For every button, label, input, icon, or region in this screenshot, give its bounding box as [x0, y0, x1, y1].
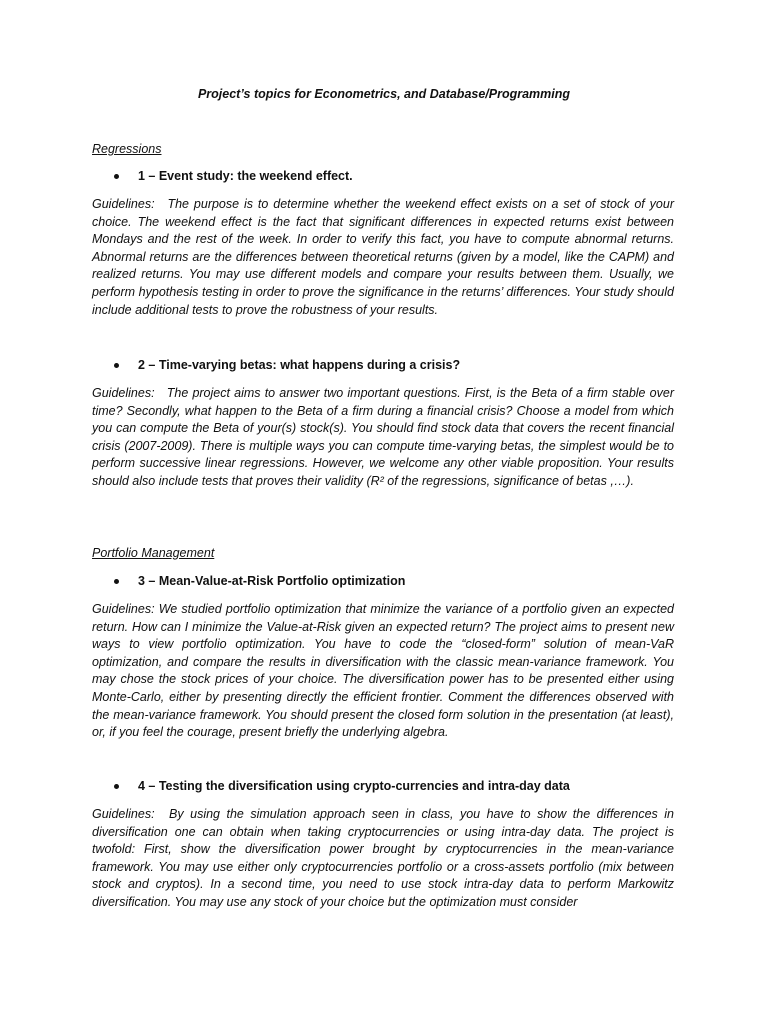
bullet-icon [114, 579, 119, 584]
section-heading-regressions: Regressions [92, 142, 162, 156]
topic-2-guidelines [92, 385, 674, 491]
topic-3-bullet [92, 573, 682, 591]
guidelines-label: Guidelines: [92, 197, 155, 211]
guidelines-text: The purpose is to determine whether the weekend effect exists on a set of stock of your choice. The weekend effect is the fact that significant differences in expected returns exist between Mondays and the rest of the week. In order to verify this fact, you have to compute abnormal returns. Abnormal returns are the differences between theoretical returns (given by a model, like the CAPM) and realized returns. You may use different models and compare your results between them. Usually, we perform hypothesis testing in order to prove the significance in the returns’ differences. Your study should include additional tests to prove the robustness of your results. [92, 197, 675, 317]
topic-1-guidelines [92, 196, 674, 319]
page-title: Project’s topics for Econometrics, and Database/Programming [197, 87, 571, 101]
topic-4-bullet [92, 778, 682, 796]
topic-3-title: 3 – Mean-Value-at-Risk Portfolio optimization [138, 574, 406, 588]
bullet-icon [114, 363, 119, 368]
topic-3-guidelines [92, 601, 674, 742]
topic-2-title: 2 – Time-varying betas: what happens during a crisis? [138, 358, 461, 372]
topic-4-title: 4 – Testing the diversification using crypto-currencies and intra-day data [138, 779, 570, 793]
guidelines-text: By using the simulation approach seen in class, you have to show the differences in diversification one can obtain when taking cryptocurrencies or using intra-day data. The project is twofold: First, show the diversification power brought by cryptocurrencies in the mean-variance framework. You may use either only cryptocurrencies portfolio or a cross-assets portfolio (mix between stock and cryptos). In a second time, you need to use stock intra-day data to perform Markowitz diversification. You may use any stock of your choice but the optimization must consider [92, 807, 674, 909]
topic-1-title: 1 – Event study: the weekend effect. [138, 169, 353, 183]
guidelines-label: Guidelines: [92, 602, 155, 616]
bullet-icon [114, 174, 119, 179]
guidelines-label: Guidelines: [92, 386, 155, 400]
bullet-icon [114, 784, 119, 789]
topic-2-bullet [92, 357, 682, 375]
section-heading-portfolio-management: Portfolio Management [92, 546, 215, 560]
guidelines-text: The project aims to answer two important questions. First, is the Beta of a firm stable over time? Secondly, what happen to the Beta of a firm during a financial crisis? Choose a model from which you can compute the Beta of your(s) stock(s). You should find stock data that covers the recent financial crisis (2007-2009). There is multiple ways you can compute time-varying betas, the simplest would be to perform successive linear regressions. However, we welcome any other viable proposition. Your results should also include tests that proves their validity (R² of the regressions, significance of betas ,…). [92, 386, 674, 488]
topic-1-bullet [92, 168, 682, 186]
guidelines-text: We studied portfolio optimization that minimize the variance of a portfolio given an expected return. How can I minimize the Value-at-Risk given an expected return? The project aims to present new ways to view portfolio optimization. You have to code the “closed-form” solution of mean-VaR optimization, and compare the results in diversification with the classic mean-variance framework. You may chose the stock prices of your choice. The diversification power has to be presented either using Monte-Carlo, either by presenting directly the efficient frontier. Comment the differences observed with the mean-variance framework. You should present the closed form solution in the presentation (at least), or, if you feel the courage, present briefly the underlying algebra. [92, 602, 674, 740]
guidelines-label: Guidelines: [92, 807, 155, 821]
topic-4-guidelines [92, 806, 674, 912]
